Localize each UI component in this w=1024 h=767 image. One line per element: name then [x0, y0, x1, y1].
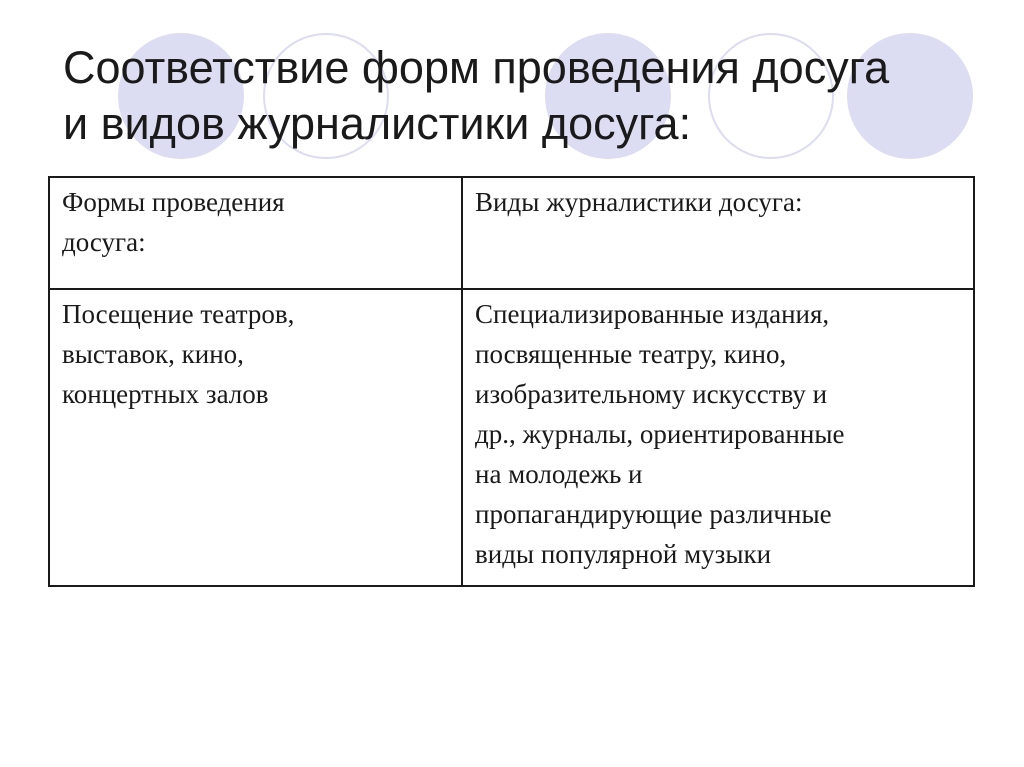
slide-title: Соответствие форм проведения досуга и видов журналистики досуга: — [63, 42, 890, 149]
cell-text-journalism-type: Специализированные издания, посвященные театру, кино, изобразительному искусству и др., журналы, ориентированные на молодежь и пропагандирующие различные виды популярной музыки — [475, 299, 845, 569]
header-cell-journalism-types — [462, 177, 974, 289]
table-cell-leisure-form — [49, 289, 462, 586]
header-label-journalism-types: Виды журналистики досуга: — [475, 187, 803, 217]
table-header-row — [49, 177, 974, 289]
header-cell-leisure-forms — [49, 177, 462, 289]
header-label-leisure-forms: Формы проведения досуга: — [62, 187, 285, 257]
table-row — [49, 289, 974, 586]
comparison-table — [48, 176, 975, 587]
comparison-table-container — [48, 176, 975, 587]
cell-text-leisure-form: Посещение театров, выставок, кино, концертных залов — [62, 299, 295, 409]
table-cell-journalism-type — [462, 289, 974, 586]
